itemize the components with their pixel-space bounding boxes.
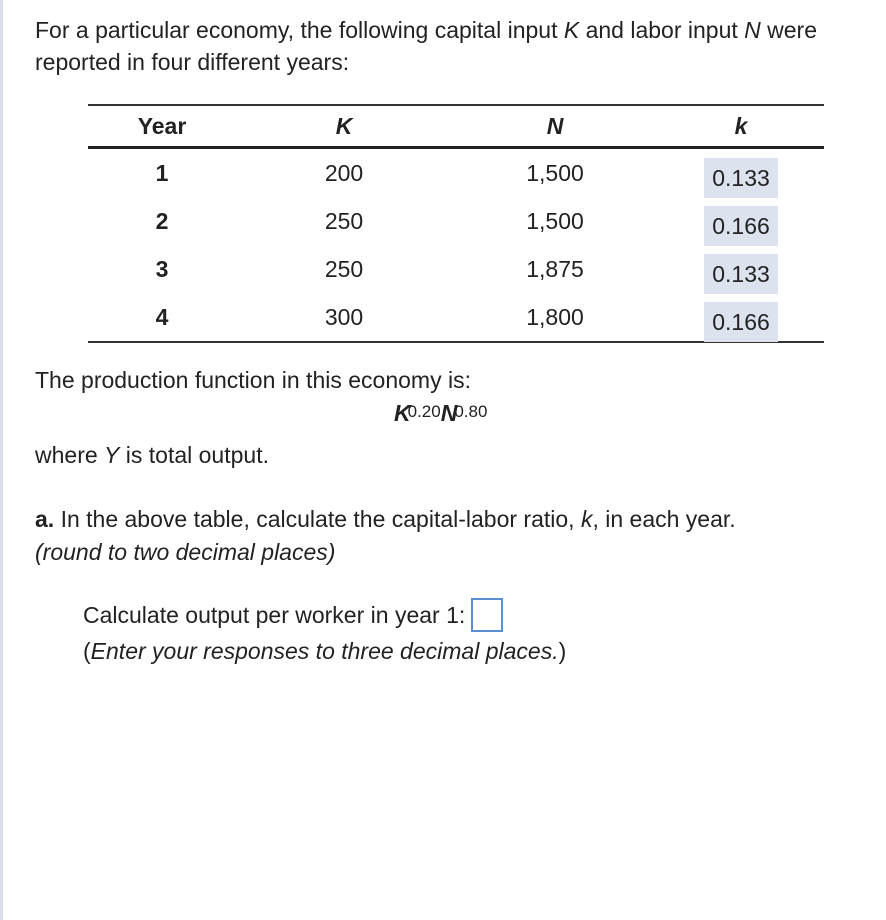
where-var-Y: Y — [104, 442, 120, 468]
production-formula — [394, 398, 487, 431]
k-answer-field[interactable]: 0.133 — [704, 158, 778, 198]
question-a-line — [35, 503, 865, 536]
left-border — [0, 0, 3, 920]
cell-N: 1,500 — [526, 159, 584, 186]
cell-year: 3 — [155, 255, 169, 282]
calc-label: Calculate output per worker in year 1: — [83, 601, 466, 628]
cell-k — [658, 293, 824, 342]
cell-year: 2 — [155, 207, 169, 234]
cell-K: 250 — [324, 255, 364, 282]
hint-text: Enter your responses to three decimal places. — [90, 638, 559, 664]
intro-part1: For a particular economy, the following capital input — [35, 17, 564, 43]
question-a — [35, 503, 865, 569]
question-a-label: a. — [35, 506, 55, 532]
k-answer-field[interactable]: 0.166 — [704, 206, 778, 246]
header-N: N — [452, 105, 658, 148]
production-function-text: The production function in this economy is: — [35, 367, 471, 393]
formula-K-exponent: 0.20 — [407, 402, 441, 421]
intro-part3: were reported in four different years: — [35, 17, 818, 75]
intro-var-N: N — [744, 17, 761, 43]
hint-open-paren: ( — [83, 638, 91, 664]
hint-line — [83, 638, 566, 665]
intro-text — [35, 14, 865, 78]
intro-part2: and labor input — [579, 17, 745, 43]
cell-k — [658, 148, 824, 198]
calc-line — [83, 598, 503, 632]
cell-N: 1,500 — [526, 207, 584, 234]
header-year: Year — [88, 105, 236, 148]
table-row — [88, 197, 824, 245]
k-answer-field[interactable]: 0.166 — [704, 302, 778, 342]
cell-K: 200 — [324, 159, 364, 186]
formula-K: K — [394, 400, 411, 426]
formula-N: N — [440, 400, 458, 426]
output-per-worker-input[interactable] — [471, 598, 503, 632]
question-a-note: (round to two decimal places) — [35, 539, 336, 565]
cell-N: 1,875 — [526, 255, 584, 282]
formula-N-exponent: 0.80 — [454, 402, 488, 421]
where-text — [35, 442, 269, 469]
k-answer-field[interactable]: 0.133 — [704, 254, 778, 294]
cell-year: 4 — [88, 293, 236, 342]
table-row — [88, 245, 824, 293]
hint-close-paren: ) — [558, 638, 567, 664]
cell-N: 1,800 — [452, 293, 658, 342]
where-part2: is total output. — [119, 442, 269, 468]
table-header-row — [88, 105, 824, 148]
question-a-text2: , in each year. — [592, 506, 736, 532]
table-row — [88, 293, 824, 342]
intro-var-K: K — [563, 17, 580, 43]
cell-k — [658, 245, 824, 293]
cell-K: 300 — [236, 293, 452, 342]
cell-year: 1 — [155, 159, 169, 186]
table-row — [88, 148, 824, 198]
cell-k — [658, 197, 824, 245]
where-part1: where — [35, 442, 105, 468]
cell-K: 250 — [324, 207, 364, 234]
question-a-note-line — [35, 536, 865, 569]
question-a-text1: In the above table, calculate the capital-labor ratio, — [54, 506, 581, 532]
question-a-var: k — [580, 506, 593, 532]
header-K: K — [236, 105, 452, 148]
header-k: k — [658, 105, 824, 148]
data-table — [88, 104, 824, 343]
